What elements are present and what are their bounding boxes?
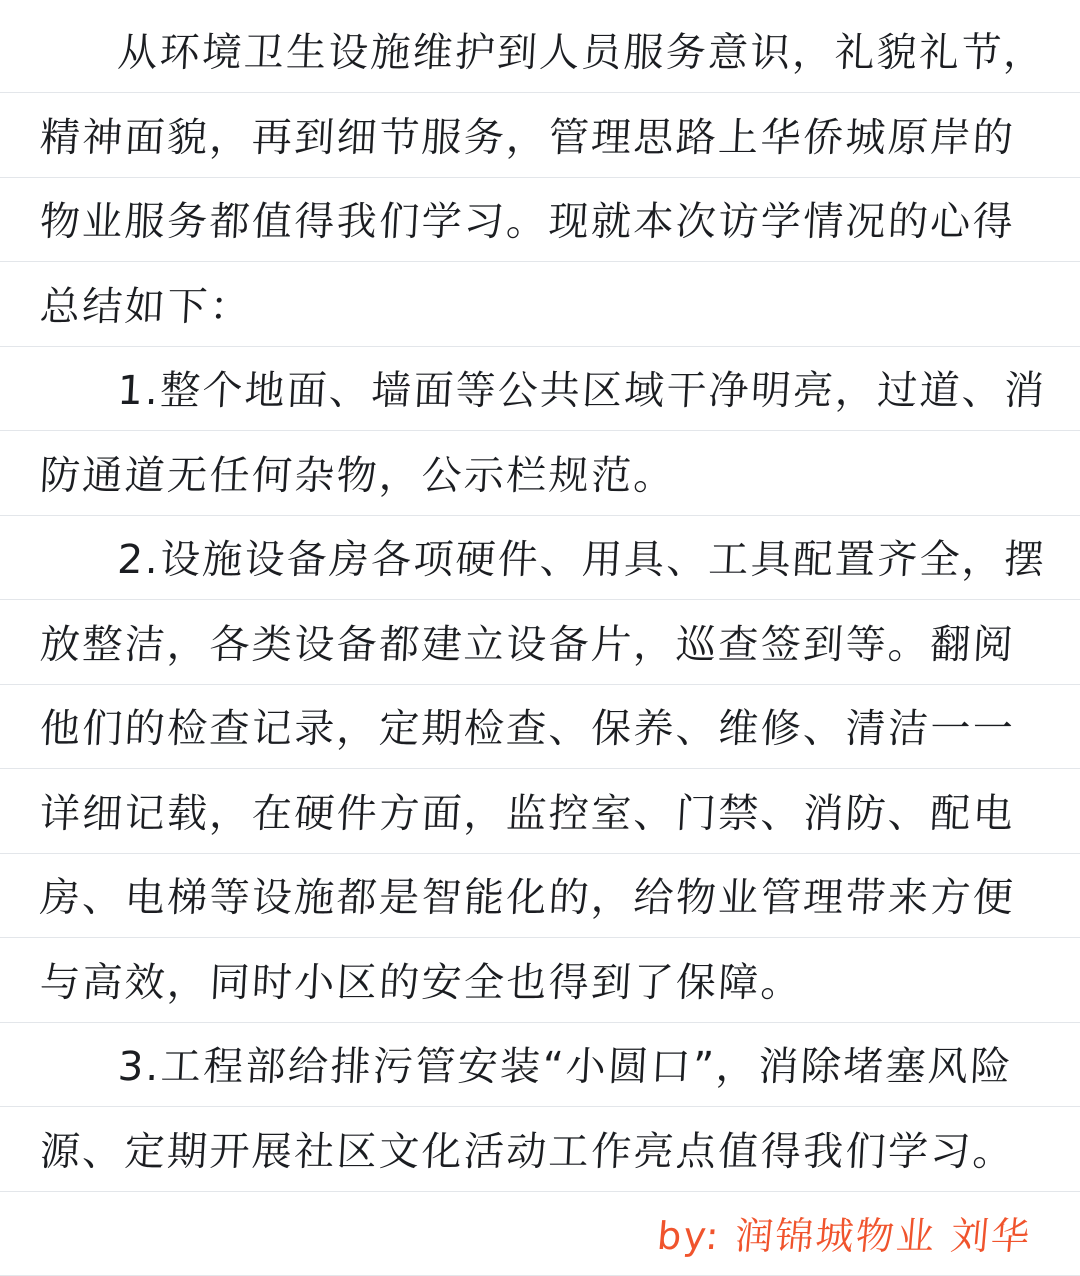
note-line-14: 源、定期开展社区文化活动工作亮点值得我们学习。 bbox=[38, 1129, 1017, 1175]
note-line-5: 1.整个地面、墙面等公共区域干净明亮，过道、消 bbox=[116, 368, 1048, 414]
note-line-1: 从环境卫生设施维护到人员服务意识，礼貌礼节， bbox=[116, 30, 1047, 76]
note-line-4: 总结如下： bbox=[38, 284, 254, 330]
note-line-8: 放整洁，各类设备都建立设备片，巡查签到等。翻阅 bbox=[38, 622, 1017, 668]
note-line-10: 详细记载，在硬件方面，监控室、门禁、消防、配电 bbox=[38, 791, 1017, 837]
note-line-3: 物业服务都值得我们学习。现就本次访学情况的心得 bbox=[38, 199, 1017, 245]
signature-text: by: 润锦城物业 刘华 bbox=[655, 1214, 1034, 1258]
note-line-12: 与高效，同时小区的安全也得到了保障。 bbox=[38, 960, 805, 1006]
note-line-11: 房、电梯等设施都是智能化的，给物业管理带来方便 bbox=[38, 875, 1017, 921]
note-line-2: 精神面貌，再到细节服务，管理思路上华侨城原岸的 bbox=[38, 115, 1017, 161]
note-line-6: 防通道无任何杂物，公示栏规范。 bbox=[38, 453, 678, 499]
note-line-13: 3.工程部给排污管安装“小圆口”，消除堵塞风险 bbox=[116, 1044, 1014, 1090]
note-line-7: 2.设施设备房各项硬件、用具、工具配置齐全，摆 bbox=[116, 537, 1048, 583]
note-line-9: 他们的检查记录，定期检查、保养、维修、清洁一一 bbox=[38, 706, 1017, 752]
